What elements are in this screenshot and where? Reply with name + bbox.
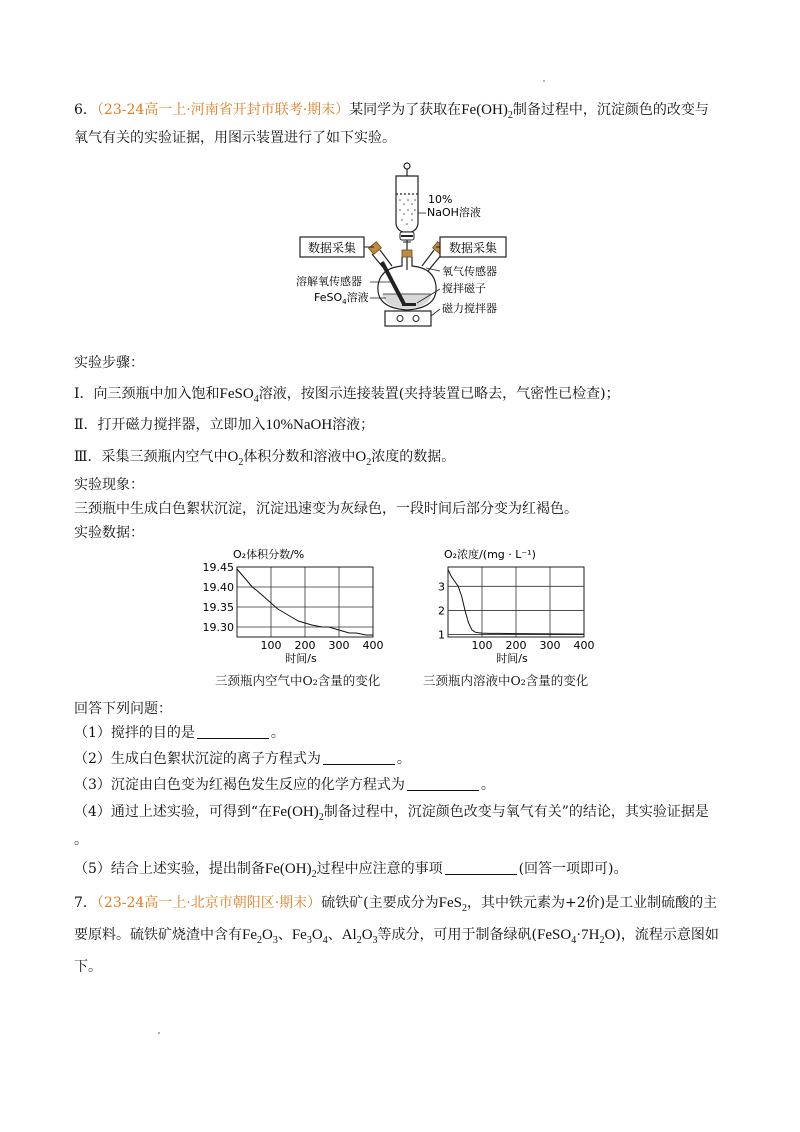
answer-blank-1[interactable] [197, 724, 269, 739]
formula-o2-a: $O_2$ [227, 449, 244, 468]
q6-intro-a: 某同学为了获取在 [349, 102, 462, 118]
label-naoh-solution: NaOH溶液 [427, 206, 481, 219]
question-1: （1）搅拌的目的是 。 [74, 725, 285, 741]
step-2: Ⅱ．打开磁力搅拌器，立即加入10%NaOH溶液； [74, 417, 375, 433]
x-tick-label: 400 [362, 639, 384, 652]
x-tick-label: 200 [505, 639, 527, 652]
chart1-caption: 三颈瓶内空气中O₂含量的变化 [215, 673, 381, 688]
label-stir-bar: 搅拌磁子 [442, 282, 486, 295]
label-stirrer: 磁力搅拌器 [442, 302, 497, 315]
y-tick-label: 19.40 [202, 581, 234, 594]
scan-dot [158, 1032, 160, 1034]
y-tick-label: 1 [438, 628, 445, 642]
chart-air-o2 [195, 545, 385, 667]
funnel-stopper-icon [402, 250, 412, 257]
x-axis-title: 时间/s [496, 652, 528, 665]
x-tick-label: 400 [573, 639, 595, 652]
question-3: （3）沉淀由白色变为红褐色发生反应的化学方程式为 。 [74, 777, 495, 793]
phenomena-title: 实验现象： [74, 477, 144, 493]
y-axis-title: O₂体积分数/% [233, 548, 305, 561]
chart2-caption: 三颈瓶内溶液中O₂含量的变化 [423, 673, 589, 688]
x-axis-title: 时间/s [285, 652, 317, 665]
data-box-right-label: 数据采集 [448, 241, 498, 255]
magnetic-stirrer [385, 311, 431, 326]
y-tick-label: 19.35 [202, 601, 234, 614]
q6-intro-line1 [74, 99, 709, 127]
questions-title: 回答下列问题： [74, 701, 172, 717]
x-tick-label: 300 [328, 639, 350, 652]
y-tick-label: 19.45 [202, 561, 234, 574]
formula-naoh: 10%NaOH [265, 417, 333, 433]
formula-feoh2: $Fe(OH)_2$ [461, 102, 513, 121]
x-tick-label: 100 [471, 639, 493, 652]
x-tick-label: 200 [294, 639, 316, 652]
answer-blank-3[interactable] [407, 776, 479, 791]
formula-feso4: FeSO$_4$ [219, 386, 259, 405]
chart-solution-o2 [416, 545, 596, 667]
x-tick-label: 100 [260, 639, 282, 652]
steps-title: 实验步骤： [74, 355, 144, 371]
answer-blank-5[interactable] [445, 860, 517, 875]
left-stopper-icon [369, 242, 382, 255]
formula-fe2o3: $Fe_2O_3$ [242, 927, 278, 946]
label-o2-sensor: 氧气传感器 [442, 265, 497, 278]
q6-number: 6． [74, 102, 97, 118]
q7-source: （23-24高一上·北京市朝阳区·期末） [96, 895, 322, 911]
q6-intro-line2: 氧气有关的实验证据，用图示装置进行了如下实验。 [74, 130, 396, 146]
apparatus-diagram [290, 158, 520, 328]
question-2: （2）生成白色絮状沉淀的离子方程式为 。 [74, 751, 411, 767]
y-tick-label: 3 [438, 580, 445, 594]
q6-source: （23-24高一上·河南省开封市联考·期末） [96, 102, 350, 118]
step-1: Ⅰ．向三颈瓶中加入饱和FeSO$_4$溶液，按图示连接装置(夹持装置已略去，气密性已检查)； [74, 386, 620, 405]
formula-green-vitriol: $FeSO_4\cdot 7H_2O$ [537, 927, 616, 946]
y-tick-label: 2 [438, 604, 445, 618]
naoh-liquid [399, 199, 416, 225]
answer-blank-2[interactable] [323, 750, 395, 765]
step-3: Ⅲ．采集三颈瓶内空气中$O_2$体积分数和溶液中$O_2$浓度的数据。 [74, 449, 456, 468]
q7-line1: 7．（23-24高一上·北京市朝阳区·期末）硫铁矿(主要成分为FeS$_2$，其中铁元素为+2价)是工业制硫酸的主 [74, 895, 718, 914]
y-tick-label: 19.30 [202, 621, 234, 634]
y-axis-title: O₂浓度/(mg · L⁻¹) [444, 548, 536, 561]
formula-fe3o4: $Fe_3O_4$ [291, 927, 328, 946]
q7-line3: 下。 [74, 959, 102, 975]
phenomena-text: 三颈瓶中生成白色絮状沉淀，沉淀迅速变为灰绿色，一段时间后部分变为红褐色。 [74, 501, 578, 517]
question-5: （5）结合上述实验，提出制备$Fe(OH)_2$过程中应注意的事项 (回答一项即可)。 [74, 861, 628, 880]
label-do-sensor: 溶解氧传感器 [296, 275, 362, 288]
question-4: （4）通过上述实验，可得到“在$Fe(OH)_2$制备过程中，沉淀颜色改变与氧气有关”的结论，其实验证据是 [74, 804, 709, 823]
x-tick-label: 300 [539, 639, 561, 652]
label-naoh-pct: 10% [428, 193, 453, 206]
formula-fes2: FeS$_2$ [438, 895, 467, 914]
scan-dot [543, 80, 545, 82]
formula-o2-b: $O_2$ [355, 449, 372, 468]
stopcock-icon [400, 232, 414, 242]
question-4-end: 。 [74, 832, 88, 848]
label-feso4-solution: FeSO$_4$溶液 [314, 291, 369, 306]
q7-line2: 要原料。硫铁矿烧渣中含有$Fe_2O_3$、$Fe_3O_4$、$Al_2O_3$等成分，可用于制备绿矾$(FeSO_4\cdot 7H_2O)$，流程示意图如 [74, 927, 719, 946]
data-box-left-label: 数据采集 [307, 241, 357, 255]
formula-al2o3: $Al_2O_3$ [341, 927, 378, 946]
q6-intro-b: 制备过程中，沉淀颜色的改变与 [512, 102, 709, 118]
stir-bar-icon [402, 303, 416, 306]
data-title: 实验数据： [74, 525, 144, 541]
